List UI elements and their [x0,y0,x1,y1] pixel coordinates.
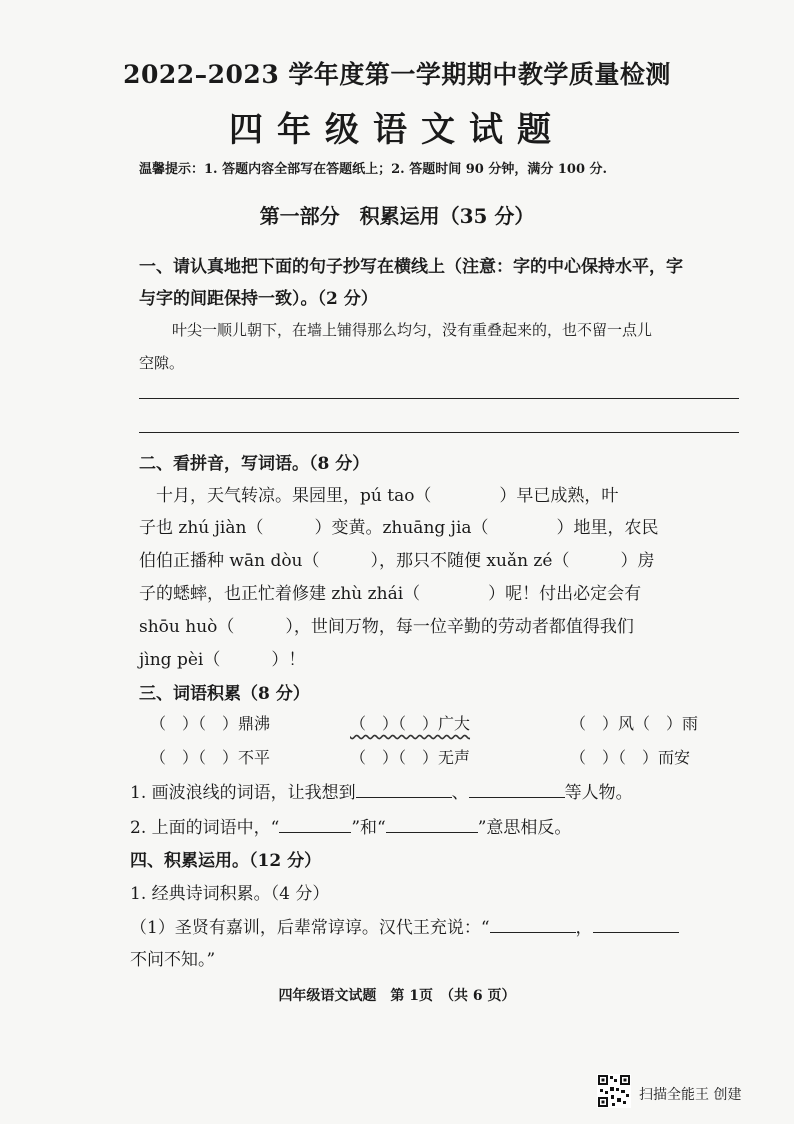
q3-item2-text: 2. 上面的词语中，“ [130,818,280,838]
q4-item1-blank-2[interactable] [593,918,679,933]
q3-item1-end: 等人物。 [564,783,633,803]
q3-item2-end: ”意思相反。 [477,818,572,838]
q4-item1-text: （1）圣贤有嘉训，后辈常谆谆。汉代王充说：“ [130,918,490,938]
page-footer: 四年级语文试题 第 1页 （共 6 页） [278,988,516,1004]
q3-idiom-3: （ ）风（ ）雨 [570,714,699,733]
q1-title-line1: 一、请认真地把下面的句子抄写在横线上（注意：字的中心保持水平，字 [139,257,683,277]
q1-title-line2: 与字的间距保持一致）。（2 分） [139,289,378,309]
subject-title: 四年级语文试题 [229,110,565,150]
q2-line-2: 子也 zhú jiàn（ ）变黄。zhuāng jia（ ）地里，农民 [139,518,659,538]
q3-item2-mid: ”和“ [351,818,386,838]
q1-sentence-line1: 叶尖一顺儿朝下，在墙上铺得那么均匀，没有重叠起来的，也不留一点儿 [172,321,653,339]
q2-line-5: shōu huò（ ），世间万物，每一位辛勤的劳动者都值得我们 [139,617,634,637]
q3-item2-blank-1[interactable] [279,818,351,833]
q4-sub-1: 1. 经典诗词积累。（4 分） [130,884,330,904]
q3-item1-blank-1[interactable] [356,783,452,798]
q3-item1-blank-2[interactable] [469,783,565,798]
q2-line-3: 伯伯正播种 wān dòu（ ），那只不随便 xuǎn zé（ ）房 [139,551,655,571]
q4-title: 四、积累运用。（12 分） [130,851,322,871]
q1-writing-line-2[interactable] [139,432,739,433]
q4-item1-sep: ， [575,918,593,938]
q2-line-4: 子的蟋蟀，也正忙着修建 zhù zhái（ ）呢！付出必定会有 [139,584,642,604]
q3-idiom-1: （ ）（ ）鼎沸 [150,714,271,733]
q2-title: 二、看拼音，写词语。（8 分） [139,454,370,474]
q4-item1-end: 不问不知。” [130,950,216,970]
q1-sentence-line2: 空隙。 [139,354,185,372]
qr-code-icon [597,1074,631,1108]
q3-item1-text: 1. 画波浪线的词语，让我想到 [130,783,356,803]
scanner-brand: 扫描全能王 创建 [639,1087,742,1103]
q3-item-1 [130,778,633,803]
q3-title: 三、词语积累（8 分） [139,684,310,704]
q2-line-1: 十月，天气转凉。果园里，pú tao（ ）早已成熟，叶 [139,486,619,506]
part-title: 第一部分 积累运用（35 分） [259,204,535,228]
q4-item1-blank-1[interactable] [490,918,576,933]
q3-idiom-4: （ ）（ ）不平 [150,748,271,767]
q3-item2-blank-2[interactable] [386,818,478,833]
q3-item-2 [130,813,571,838]
q1-writing-line-1[interactable] [139,398,739,399]
q3-idiom-2: （ ）（ ）广大 [350,714,471,733]
q4-item-1 [130,913,679,938]
q3-item1-sep: 、 [451,783,469,803]
exam-title: 2022–2023 学年度第一学期期中教学质量检测 [123,60,671,89]
q3-idiom-5: （ ）（ ）无声 [350,748,471,767]
q3-idiom-6: （ ）（ ）而安 [570,748,691,767]
q2-line-6: jìng pèi（ ）！ [139,650,306,670]
exam-tip: 温馨提示：1. 答题内容全部写在答题纸上；2. 答题时间 90 分钟，满分 100 分. [139,162,608,177]
